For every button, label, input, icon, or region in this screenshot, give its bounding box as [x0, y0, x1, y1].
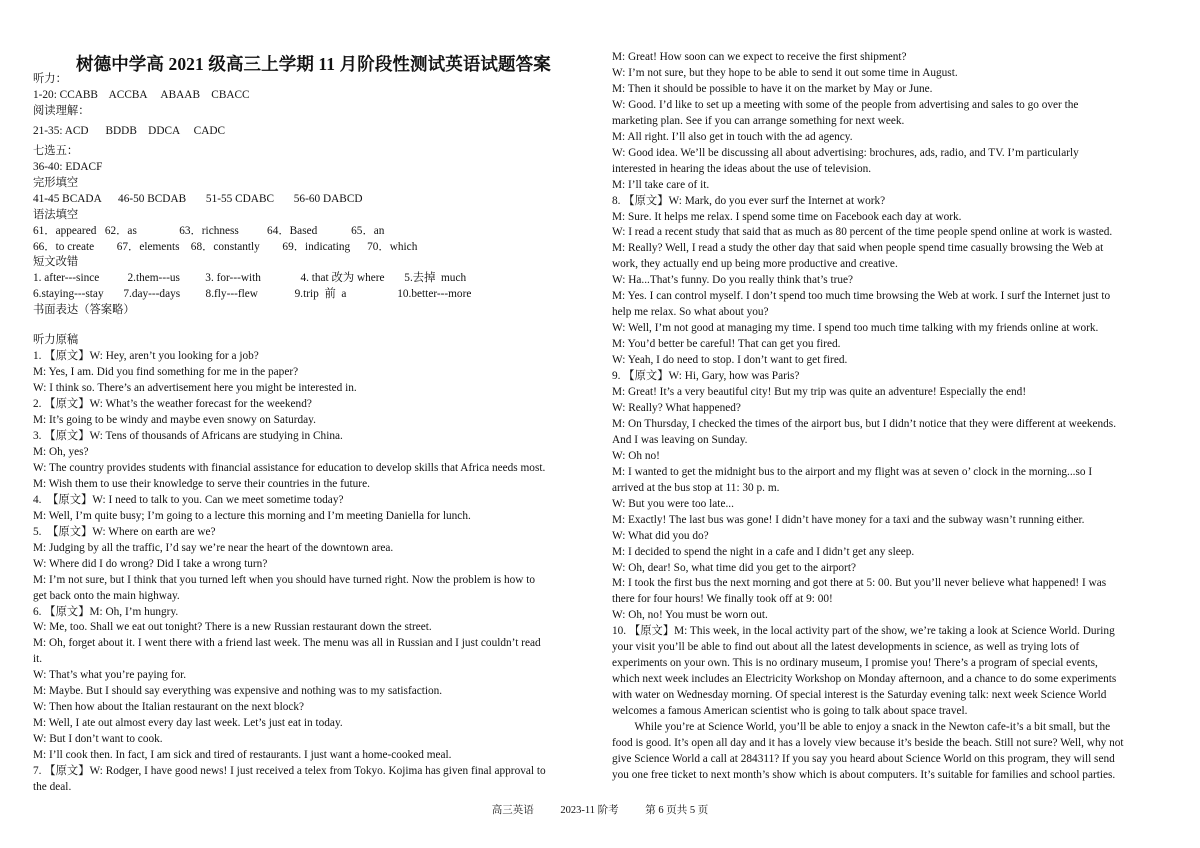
answer-line: 36-40: EDACF — [33, 160, 103, 173]
script-line: W: Oh, no! You must be worn out. — [612, 609, 768, 622]
script-line: it. — [33, 653, 43, 666]
script-line: W: Good idea. We’ll be discussing all about advertising: brochures, ads, radio, and TV. I’m particularly — [612, 146, 1079, 159]
answer-line: 6.staying---stay 7.day---days 8.fly---flew 9.trip 前 a 10.better---more — [33, 288, 472, 301]
page-footer — [0, 802, 1200, 817]
answer-section-label: 完形填空 — [33, 176, 79, 189]
script-line: 7. 【原文】W: Rodger, I have good news! I just received a telex from Tokyo. Kojima has given final approval to — [33, 765, 546, 778]
script-line: W: But I don’t want to cook. — [33, 733, 163, 746]
script-line: M: I’m not sure, but I think that you turned left when you should have turned right. Now the problem is how to — [33, 573, 536, 586]
script-line: M: I’ll cook then. In fact, I am sick and tired of restaurants. I just want a home-cooked meal. — [33, 749, 452, 762]
script-line: interested in hearing the ideas about the use of television. — [612, 162, 872, 175]
script-line: 3. 【原文】W: Tens of thousands of Africans are studying in China. — [33, 430, 343, 443]
script-line: W: But you were too late... — [612, 497, 734, 510]
answer-section-label: 七选五： — [33, 144, 79, 157]
script-line: welcomes a famous American scientist who is going to talk about space travel. — [612, 705, 968, 718]
script-line: M: I decided to spend the night in a cafe and I didn’t get any sleep. — [612, 545, 915, 558]
script-line: 4. 【原文】W: I need to talk to you. Can we meet sometime today? — [33, 493, 344, 506]
script-line: M: Really? Well, I read a study the other day that said when people spend time casually browsing the Web at — [612, 242, 1104, 255]
script-line: 6. 【原文】M: Oh, I’m hungry. — [33, 605, 179, 618]
answer-line: 1-20: CCABB ACCBA ABAAB CBACC — [33, 88, 250, 101]
answer-section-label: 阅读理解： — [33, 104, 90, 117]
script-line: food is good. It’s open all day and it has a lovely view because it’s beside the beach. Still not sure? Well, why not — [612, 736, 1124, 749]
script-line: 2. 【原文】W: What’s the weather forecast for the weekend? — [33, 398, 312, 411]
script-line: your visit you’ll be able to find out about all the latest developments in science, as well as trying lots of — [612, 641, 1080, 654]
script-line: W: Really? What happened? — [612, 401, 741, 414]
script-line: experiments on your own. This is no ordinary museum, I promise you! There’s a program of special events, — [612, 657, 1098, 670]
script-line: M: I wanted to get the midnight bus to the airport and my flight was at seven o’ clock in the morning...so I — [612, 465, 1093, 478]
footer-page: 第 6 页共 5 页 — [645, 805, 709, 816]
right-column — [612, 50, 1164, 784]
script-line: M: Well, I’m quite busy; I’m going to a lecture this morning and I’m meeting Daniella for lunch. — [33, 509, 471, 522]
script-line: work, they actually end up being more productive and creative. — [612, 258, 898, 271]
script-line: W: Then how about the Italian restaurant on the next block? — [33, 701, 305, 714]
listening-script-left — [33, 349, 591, 796]
script-line: M: Great! How soon can we expect to receive the first shipment? — [612, 51, 907, 63]
script-line: W: Well, I’m not good at managing my time. I spend too much time talking with my friends online at work. — [612, 322, 1099, 335]
script-line: M: Yes, I am. Did you find something for me in the paper? — [33, 366, 299, 379]
left-column — [33, 52, 591, 796]
page-title: 树德中学高 2021 级高三上学期 11 月阶段性测试英语试题答案 — [76, 54, 551, 74]
script-line: W: That’s what you’re paying for. — [33, 669, 187, 682]
answer-line: 1. after---since 2.them---us 3. for---with 4. that 改为 where 5.去掉 much — [33, 272, 467, 285]
script-line: M: Oh, yes? — [33, 445, 89, 458]
answer-section-label: 书面表达（答案略） — [33, 304, 135, 317]
script-line: W: Good. I’d like to set up a meeting with some of the people from advertising and sales to go over the — [612, 98, 1079, 111]
script-line: M: Great! It’s a very beautiful city! But my trip was quite an adventure! Especially the end! — [612, 386, 1027, 399]
answer-section-label: 语法填空 — [33, 208, 79, 221]
script-line: M: I’ll take care of it. — [612, 178, 710, 191]
script-line: 1. 【原文】W: Hey, aren’t you looking for a job? — [33, 350, 259, 363]
script-line: M: I took the first bus the next morning and got there at 5: 00. But you’ll never believe what happened! I was — [612, 577, 1107, 590]
script-line: M: Judging by all the traffic, I’d say we’re near the heart of the downtown area. — [33, 541, 394, 554]
script-line: W: The country provides students with financial assistance for education to develop skills that Africa needs most. — [33, 461, 546, 474]
script-line: M: Sure. It helps me relax. I spend some time on Facebook each day at work. — [612, 210, 962, 223]
script-line: M: Oh, forget about it. I went there with a friend last week. The menu was all in Russian and I just couldn’t read — [33, 637, 541, 650]
script-line: And I was leaving on Sunday. — [612, 433, 748, 446]
script-line: W: Oh, dear! So, what time did you get to the airport? — [612, 561, 856, 574]
footer-exam: 2023-11 阶考 — [560, 805, 619, 816]
answer-line: 61．appeared 62．as 63．richness 64．Based 65．an — [33, 224, 385, 237]
script-line: M: Wish them to use their knowledge to serve their countries in the future. — [33, 477, 370, 490]
answer-line: 41-45 BCADA 46-50 BCDAB 51-55 CDABC 56-60 DABCD — [33, 192, 363, 205]
script-line: W: Me, too. Shall we eat out tonight? There is a new Russian restaurant down the street. — [33, 621, 432, 634]
script-line: 5. 【原文】W: Where on earth are we? — [33, 525, 216, 538]
script-line: arrived at the bus stop at 11: 30 p. m. — [612, 481, 780, 494]
script-line: M: You’d better be careful! That can get you fired. — [612, 338, 841, 351]
script-line: W: I think so. There’s an advertisement here you might be interested in. — [33, 382, 357, 395]
script-line: W: Yeah, I do need to stop. I don’t want to get fired. — [612, 354, 848, 367]
script-line: W: Where did I do wrong? Did I take a wrong turn? — [33, 557, 268, 570]
answer-line: 66．to create 67．elements 68．constantly 69．indicating 70．which — [33, 240, 418, 253]
script-line: marketing plan. See if you can arrange something for next week. — [612, 114, 905, 127]
script-line: W: What did you do? — [612, 529, 709, 542]
script-heading: 听力原稿 — [33, 334, 79, 347]
script-line: M: All right. I’ll also get in touch with the ad agency. — [612, 130, 853, 143]
answer-section-label: 短文改错 — [33, 256, 79, 269]
script-line: which next week includes an Electricity Workshop on Monday afternoon, and a chance to do some experiments — [612, 673, 1117, 686]
script-line: While you’re at Science World, you’ll be able to enjoy a snack in the Newton cafe-it’s a bit small, but the — [612, 721, 1111, 734]
listening-script-right — [612, 50, 1164, 784]
answer-line: 21-35: ACD BDDB DDCA CADC — [33, 124, 226, 137]
script-line: there for four hours! We finally took off at 9: 00! — [612, 593, 833, 606]
script-line: 9. 【原文】W: Hi, Gary, how was Paris? — [612, 370, 800, 383]
script-line: help me relax. So what about you? — [612, 306, 769, 319]
script-line: M: Well, I ate out almost every day last week. Let’s just eat in today. — [33, 717, 343, 730]
script-line: W: Oh no! — [612, 449, 660, 462]
script-line: the deal. — [33, 780, 72, 793]
script-line: M: Exactly! The last bus was gone! I didn’t have money for a taxi and the subway wasn’t running either. — [612, 513, 1085, 526]
script-line: W: I read a recent study that said that as much as 80 percent of the time people spend online at work is wasted. — [612, 226, 1113, 239]
script-line: with water on Wednesday morning. Of special interest is the Saturday evening talk: next week Science World — [612, 689, 1107, 702]
script-line: 10. 【原文】M: This week, in the local activity part of the show, we’re taking a look at Science World. During — [612, 625, 1115, 638]
script-line: M: Then it should be possible to have it on the market by May or June. — [612, 82, 933, 95]
footer-subject: 高三英语 — [491, 805, 534, 816]
script-line: M: Yes. I can control myself. I don’t spend too much time browsing the Web at work. I surf the Internet just to — [612, 290, 1111, 303]
script-line: 8. 【原文】W: Mark, do you ever surf the Internet at work? — [612, 194, 886, 207]
script-line: M: Maybe. But I should say everything was expensive and nothing was to my satisfaction. — [33, 685, 443, 698]
script-line: M: On Thursday, I checked the times of the airport bus, but I didn’t notice that they were different at weekends. — [612, 417, 1117, 430]
answer-key — [33, 72, 591, 319]
script-line: W: Ha...That’s funny. Do you really think that’s true? — [612, 274, 854, 287]
script-line: W: I’m not sure, but they hope to be able to send it out some time in August. — [612, 66, 958, 79]
script-line: get back onto the main highway. — [33, 589, 180, 602]
script-line: you one free ticket to next month’s show which is about computers. It’s suitable for families and school parties. — [612, 768, 1116, 781]
answer-section-label: 听力： — [33, 73, 67, 85]
script-line: give Science World a call at 284311? If you say you heard about Science World on this program, they will send — [612, 752, 1115, 765]
script-line: M: It’s going to be windy and maybe even snowy on Saturday. — [33, 414, 316, 427]
